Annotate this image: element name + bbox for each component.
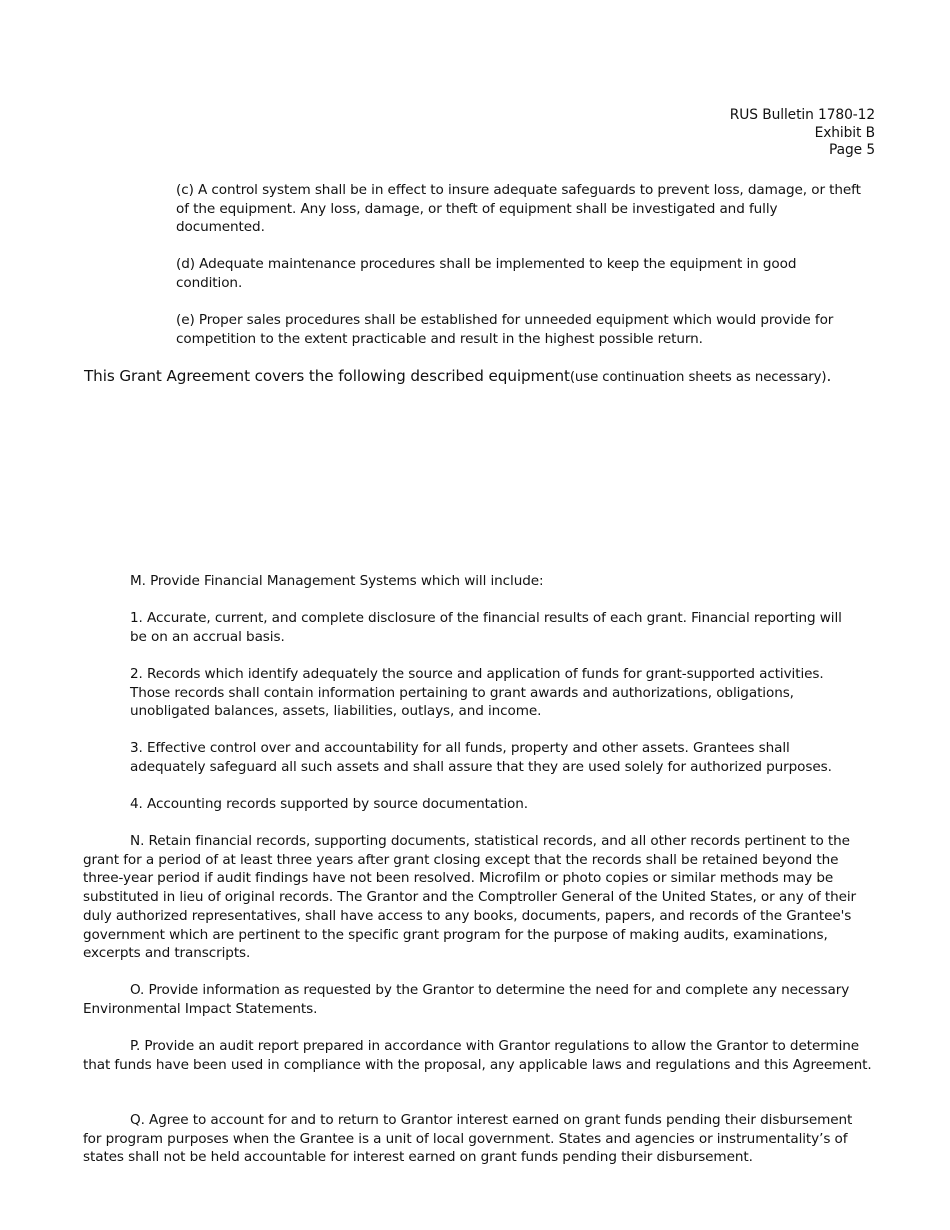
section-m-item-3: 3. Effective control over and accountability for all funds, property and other assets. Grantees shall adequately safeguard all such assets and shall assure that they are used solely for authorized purposes.	[130, 740, 832, 775]
section-m-item-4: 4. Accounting records supported by source documentation.	[130, 796, 528, 812]
section-m-item-1: 1. Accurate, current, and complete disclosure of the financial results of each grant. Financial reporting will be on an accrual basis.	[130, 610, 842, 645]
bulletin-number: RUS Bulletin 1780-12	[729, 107, 875, 123]
clause-d: (d) Adequate maintenance procedures shall be implemented to keep the equipment in good condition.	[176, 256, 797, 291]
page-number: Page 5	[829, 142, 875, 158]
section-n: N. Retain financial records, supporting documents, statistical records, and all other records pertinent to the grant for a period of at least three years after grant closing except that the records shall be retained beyond the three-year period if audit findings have not been resolved. Microfilm or photo copies or similar methods may be substituted in lieu of original records. The Grantor and the Comptroller General of the United States, or any of their duly authorized representatives, shall have access to any books, documents, papers, and records of the Grantee's government which are pertinent to the specific grant program for the purpose of making audits, examinations, excerpts and transcripts.	[83, 833, 857, 962]
section-o: O. Provide information as requested by the Grantor to determine the need for and complete any necessary Environmental Impact Statements.	[83, 982, 850, 1017]
coverage-main-text: This Grant Agreement covers the following described equipment	[84, 367, 570, 385]
section-q: Q. Agree to account for and to return to Grantor interest earned on grant funds pending their disbursement for program purposes when the Grantee is a unit of local government. States and agencies or instrumentality’s of states shall not be held accountable for interest earned on grant funds pending their disbursement.	[83, 1112, 853, 1166]
clause-e: (e) Proper sales procedures shall be established for unneeded equipment which would provide for competition to the extent practicable and result in the highest possible return.	[176, 312, 834, 347]
coverage-note: (use continuation sheets as necessary)	[569, 370, 827, 385]
section-m-title: M. Provide Financial Management Systems which will include:	[130, 573, 544, 589]
clause-c: (c) A control system shall be in effect to insure adequate safeguards to prevent loss, damage, or theft of the equipment. Any loss, damage, or theft of equipment shall be investigated and fully documented.	[176, 182, 861, 236]
coverage-end: .	[826, 367, 832, 385]
page-header	[730, 107, 875, 160]
exhibit-label: Exhibit B	[814, 124, 875, 141]
section-m-item-2: 2. Records which identify adequately the source and application of funds for grant-supported activities. Those records shall contain information pertaining to grant awards and authorizations, obligations, unobligated balances, assets, liabilities, outlays, and income.	[130, 666, 824, 720]
equipment-coverage-statement	[84, 367, 884, 387]
section-p: P. Provide an audit report prepared in accordance with Grantor regulations to allow the Grantor to determine that funds have been used in compliance with the proposal, any applicable laws and regulations and this Agreement.	[83, 1038, 872, 1073]
